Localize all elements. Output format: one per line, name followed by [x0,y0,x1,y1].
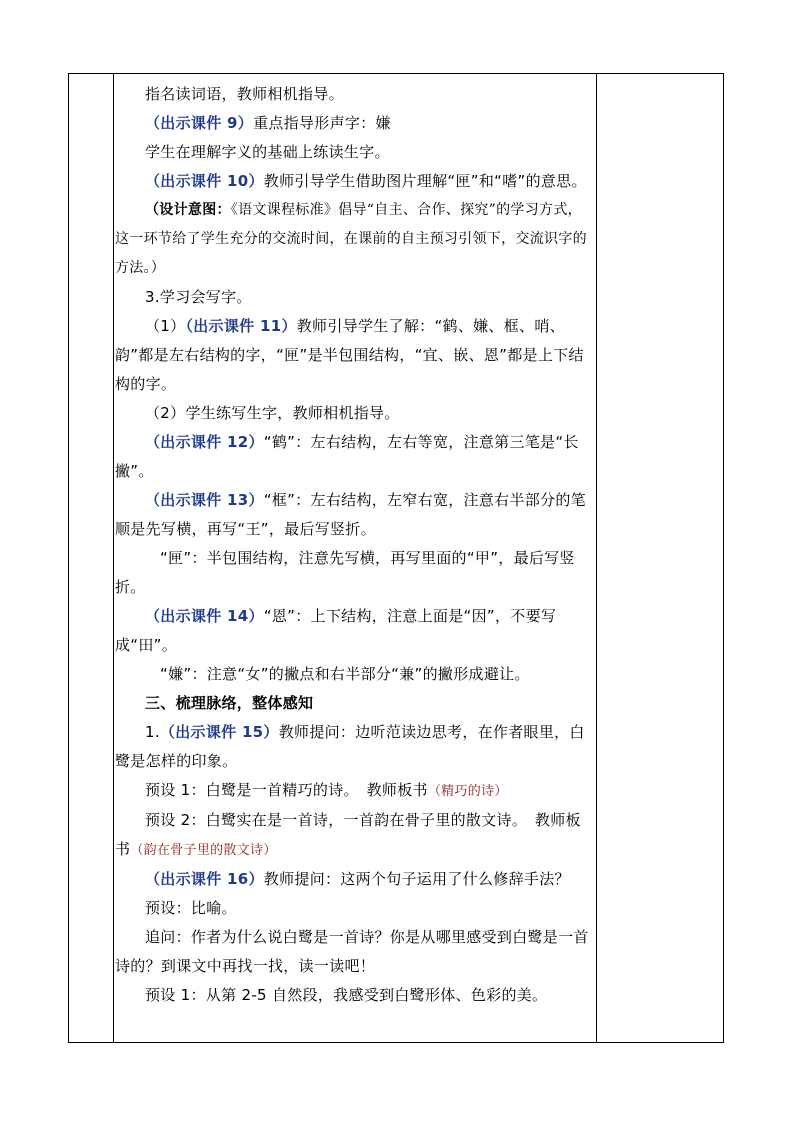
courseware-tag: （出示课件 14） [145,607,264,625]
paragraph: 1.（出示课件 15）教师提问：边听范读边思考，在作者眼里，白鹭是怎样的印象。 [115,723,585,770]
column-divider-left [113,74,114,1042]
paragraph: 3.学习会写字。 [145,288,252,306]
courseware-tag: （出示课件 16） [145,870,264,888]
paragraph: 预设 2：白鹭实在是一首诗，一首韵在骨子里的散文诗。 教师板书（韵在骨子里的散文诗） [115,811,581,858]
paragraph: 追问：作者为什么说白鹭是一首诗？你是从哪里感受到白鹭是一首诗的？到课文中再找一找，读一读吧！ [115,928,589,975]
paragraph: （出示课件 9）重点指导形声字：嫌 [145,114,391,132]
courseware-tag: （出示课件 10） [145,172,264,190]
courseware-tag: （出示课件 13） [145,491,264,509]
paragraph: （出示课件 14）“恩”：上下结构，注意上面是“因”，不要写成“田”。 [115,607,557,654]
paragraph: （出示课件 12）“鹤”：左右结构，左右等宽，注意第三笔是“长撇”。 [115,433,579,480]
lesson-content [115,80,593,1010]
courseware-tag: （出示课件 9） [145,114,254,132]
column-divider-right [596,74,597,1042]
board-writing: （韵在骨子里的散文诗） [130,843,277,858]
paragraph: “匣”：半包围结构，注意先写横，再写里面的“甲”，最后写竖折。 [115,549,575,596]
section-heading: 三、梳理脉络，整体感知 [145,694,314,712]
paragraph: “嫌”：注意“女”的撇点和右半部分“兼”的撇形成避让。 [160,665,530,683]
paragraph: 预设 1：从第 2-5 自然段，我感受到白鹭形体、色彩的美。 [145,986,548,1004]
paragraph: 指名读词语，教师相机指导。 [145,85,344,103]
paragraph: （出示课件 13）“框”：左右结构，左窄右宽，注意右半部分的笔顺是先写横，再写“王”，最后写竖折。 [115,491,586,538]
design-intent: （设计意图：《语文课程标准》倡导“自主、合作、探究”的学习方式，这一环节给了学生充分的交流时间，在课前的自主预习引领下，交流识字的方法。） [115,202,587,276]
paragraph: 预设 1：白鹭是一首精巧的诗。 教师板书（精巧的诗） [145,781,508,799]
courseware-tag: （出示课件 15） [159,723,279,741]
design-intent-label: （设计意图： [145,202,231,218]
paragraph: 预设：比喻。 [145,899,237,917]
paragraph: （出示课件 10）教师引导学生借助图片理解“匣”和“嗜”的意思。 [145,172,587,190]
board-writing: （精巧的诗） [427,784,508,799]
paragraph: （出示课件 16）教师提问：这两个句子运用了什么修辞手法？ [145,870,570,888]
paragraph: （2）学生练写生字，教师相机指导。 [145,404,400,422]
courseware-tag: （出示课件 11） [185,317,297,335]
paragraph: （1）（出示课件 11）教师引导学生了解：“鹤、嫌、框、哨、韵”都是左右结构的字，“匣”是半包围结构，“宜、嵌、恩”都是上下结构的字。 [115,317,584,393]
paragraph: 学生在理解字义的基础上练读生字。 [145,143,390,161]
courseware-tag: （出示课件 12） [145,433,264,451]
